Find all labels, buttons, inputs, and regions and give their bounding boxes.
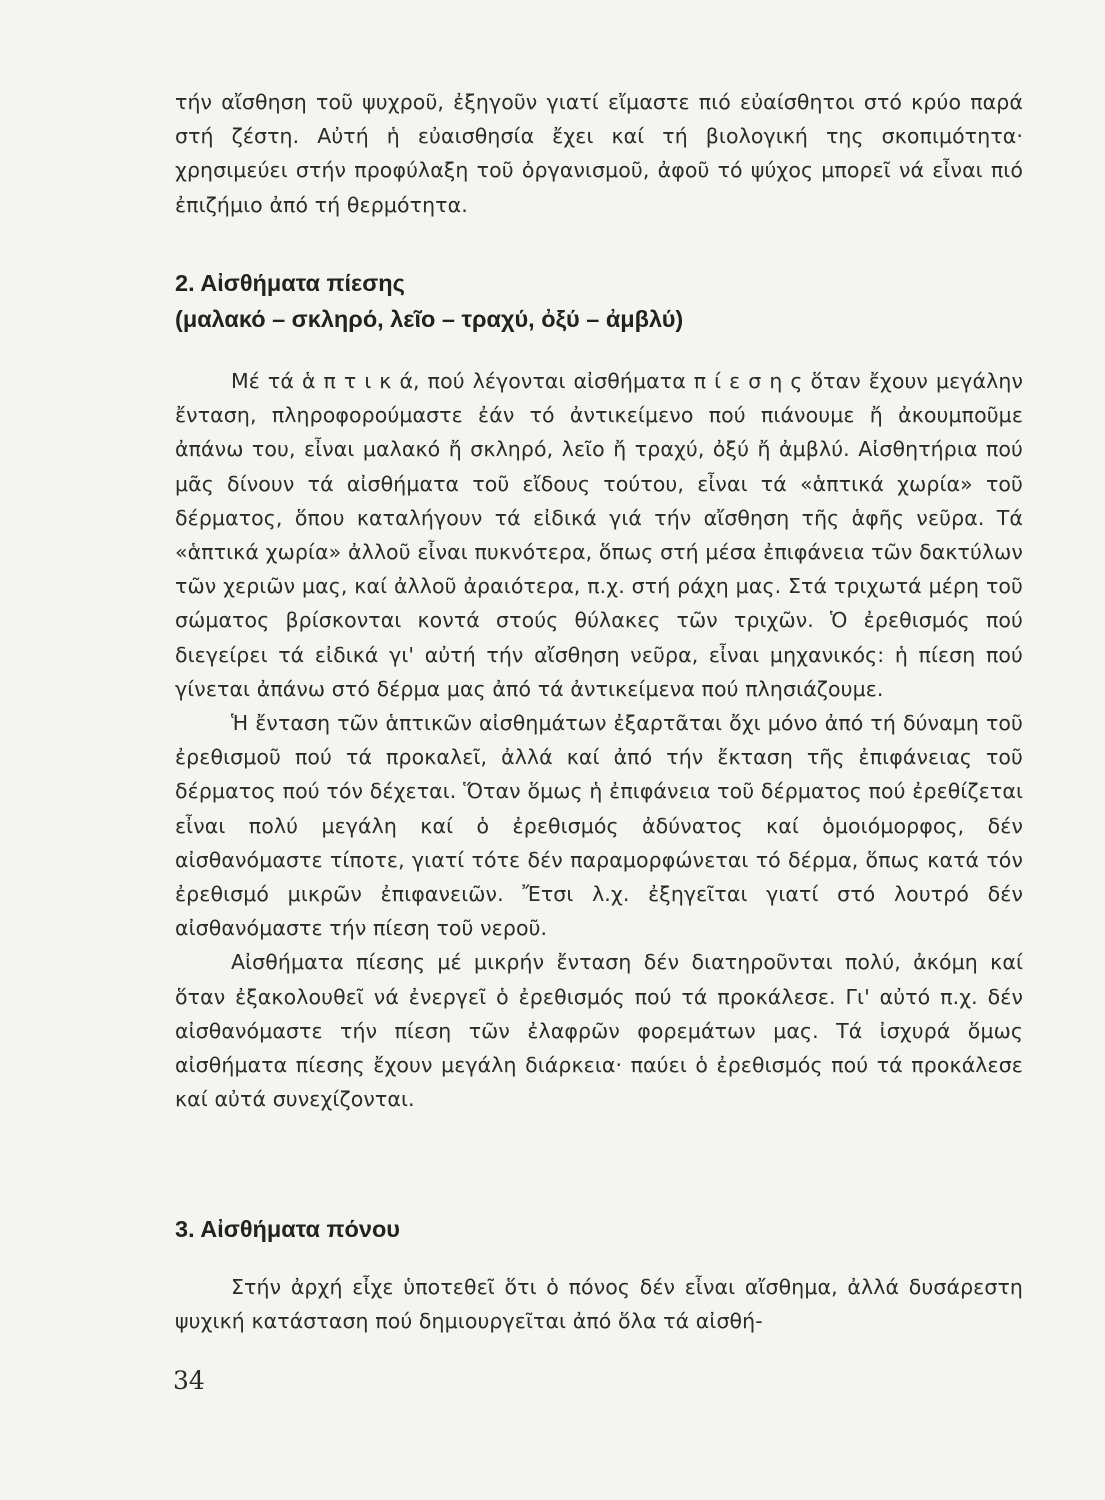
- section-3-paragraph-1: Στήν ἀρχή εἶχε ὑποτεθεῖ ὅτι ὁ πόνος δέν εἶναι αἴσθημα, ἀλλά δυσάρεστη ψυχική κατάσταση πού δημιουργεῖται ἀπό ὅλα τά αἰσθή-: [175, 1275, 1023, 1334]
- section-3-title: 3. Αἰσθήματα πόνου: [175, 1216, 400, 1242]
- section-2-subtitle: (μαλακό – σκληρό, λεῖο – τραχύ, ὀξύ – ἀμβλύ): [175, 306, 684, 332]
- section-2-paragraph-2: Ἡ ἔνταση τῶν ἁπτικῶν αἰσθημάτων ἐξαρτᾶται ὄχι μόνο ἀπό τή δύναμη τοῦ ἐρεθισμοῦ πού τά προκαλεῖ, ἀλλά καί ἀπό τήν ἔκταση τῆς ἐπιφάνειας τοῦ δέρματος πού τόν δέχεται. Ὅταν ὅμως ἡ ἐπιφάνεια τοῦ δέρματος πού ἐρεθίζεται εἶναι πολύ μεγάλη καί ὁ ἐρεθισμός ἀδύνατος καί ὁμοιόμορφος, δέν αἰσθανόμαστε τίποτε, γιατί τότε δέν παραμορφώνεται τό δέρμα, ὅπως κατά τόν ἐρεθισμό μικρῶν ἐπιφανειῶν. Ἔτσι λ.χ. ἐξηγεῖται γιατί στό λουτρό δέν αἰσθανόμαστε τήν πίεση τοῦ νεροῦ.: [175, 711, 1023, 941]
- intro-paragraph: τήν αἴσθηση τοῦ ψυχροῦ, ἐξηγοῦν γιατί εἴμαστε πιό εὐαίσθητοι στό κρύο παρά στή ζέστη. Αὐτή ἡ εὐαισθησία ἔχει καί τή βιολογική της σκοπιμότητα· χρησιμεύει στήν προφύλαξη τοῦ ὀργανισμοῦ, ἀφοῦ τό ψύχος μπορεῖ νά εἶναι πιό ἐπιζήμιο ἀπό τή θερμότητα.: [175, 90, 1023, 217]
- section-3-body: [175, 1270, 1023, 1338]
- section-2-title: 2. Αἰσθήματα πίεσης: [175, 270, 405, 296]
- page-number: 34: [173, 1366, 205, 1395]
- section-2-paragraph-1: Μέ τά ἁ π τ ι κ ά, πού λέγονται αἰσθήματα π ί ε σ η ς ὅταν ἔχουν μεγάλην ἔνταση, πληροφορούμαστε ἐάν τό ἀντικείμενο πού πιάνουμε ἤ ἀκουμποῦμε ἀπάνω του, εἶναι μαλακό ἤ σκληρό, λεῖο ἤ τραχύ, ὀξύ ἤ ἀμβλύ. Αἰσθητήρια πού μᾶς δίνουν τά αἰσθήματα τοῦ εἴδους τούτου, εἶναι τά «ἁπτικά χωρία» τοῦ δέρματος, ὅπου καταλήγουν τά εἰδικά γιά τήν αἴσθηση τῆς ἁφῆς νεῦρα. Τά «ἁπτικά χωρία» ἀλλοῦ εἶναι πυκνότερα, ὅπως στή μέσα ἐπιφάνεια τῶν δακτύλων τῶν χεριῶν μας, καί ἀλλοῦ ἀραιότερα, π.χ. στή ράχη μας. Στά τριχωτά μέρη τοῦ σώματος βρίσκονται κοντά στούς θύλακες τῶν τριχῶν. Ὁ ἐρεθισμός πού διεγείρει τά εἰδικά γι' αὐτή τήν αἴσθηση νεῦρα, εἶναι μηχανικός: ἡ πίεση πού γίνεται ἀπάνω στό δέρμα μας ἀπό τά ἀντικείμενα πού πλησιάζουμε.: [175, 369, 1023, 701]
- section-2-paragraph-3: Αἰσθήματα πίεσης μέ μικρήν ἔνταση δέν διατηροῦνται πολύ, ἀκόμη καί ὅταν ἐξακολουθεῖ νά ἐνεργεῖ ὁ ἐρεθισμός πού τά προκάλεσε. Γι' αὐτό π.χ. δέν αἰσθανόμαστε τήν πίεση τῶν ἐλαφρῶν φορεμάτων μας. Τά ἰσχυρά ὅμως αἰσθήματα πίεσης ἔχουν μεγάλη διάρκεια· παύει ὁ ἐρεθισμός πού τά προκάλεσε καί αὐτά συνεχίζονται.: [175, 950, 1023, 1112]
- intro-text: [175, 85, 1023, 222]
- section-2-body: [175, 364, 1023, 1116]
